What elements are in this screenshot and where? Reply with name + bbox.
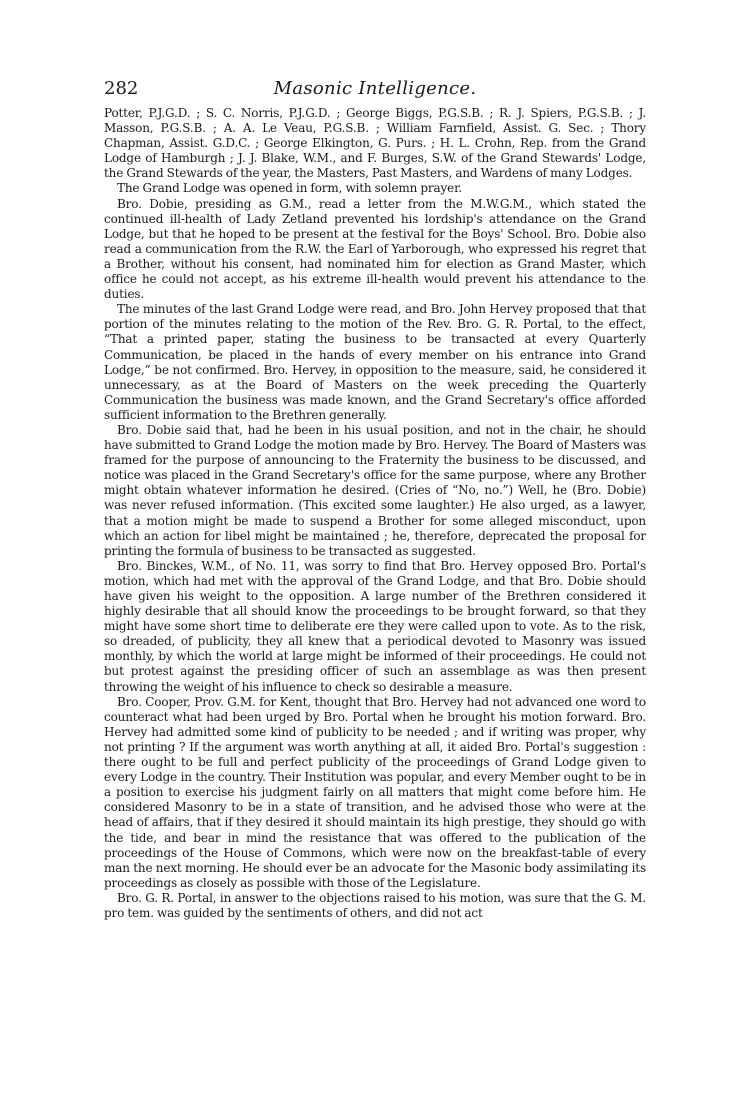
paragraph: The minutes of the last Grand Lodge were read, and Bro. John Hervey proposed that that portion of the minutes relating to the motion of the Rev. Bro. G. R. Portal, to the effect, “That a printed paper, stating the business to be transacted at every Quarterly Communication, be placed in the hands of every member on his entrance into Grand Lodge,” be not confirmed. Bro. Hervey, in opposition to the measure, said, he considered it unnecessary, as at the Board of Masters on the week preceding the Quarterly Communication the business was made known, and the Grand Secretary's office afforded sufficient information to the Brethren generally.: [104, 302, 646, 422]
running-title: Masonic Intelligence.: [273, 78, 477, 99]
paragraph: The Grand Lodge was opened in form, with solemn prayer.: [117, 181, 463, 196]
paragraph: Potter, P.J.G.D. ; S. C. Norris, P.J.G.D. ; George Biggs, P.G.S.B. ; R. J. Spiers, P.G.S.B. ; J. Masson, P.G.S.B. ; A. A. Le Veau, P.G.S.B. ; William Farnfield, Assist. G. Sec. ; Thory Chapman, Assist. G.D.C. ; George Elkington, G. Purs. ; H. L. Crohn, Rep. from the Grand Lodge of Hamburgh ; J. J. Blake, W.M., and F. Burges, S.W. of the Grand Stewards' Lodge, the Grand Stewards of the year, the Masters, Past Masters, and Wardens of many Lodges.: [104, 106, 646, 181]
article-body: [104, 106, 646, 921]
page-header: [104, 78, 646, 104]
paragraph: Bro. Dobie said that, had he been in his usual position, and not in the chair, he should have submitted to Grand Lodge the motion made by Bro. Hervey. The Board of Masters was framed for the purpose of announcing to the Fraternity the business to be discussed, and notice was placed in the Grand Secretary's office for the same purpose, where any Brother might obtain whatever information he desired. (Cries of “No, no.”) Well, he (Bro. Dobie) was never refused information. (This excited some laughter.) He also urged, as a lawyer, that a motion might be made to suspend a Brother for some alleged misconduct, upon which an action for libel might be maintained ; he, therefore, deprecated the proposal for printing the formula of business to be transacted as suggested.: [104, 422, 646, 558]
paragraph: Bro. G. R. Portal, in answer to the objections raised to his motion, was sure that the G. M. pro tem. was guided by the sentiments of others, and did not act: [104, 890, 646, 920]
paragraph: Bro. Cooper, Prov. G.M. for Kent, thought that Bro. Hervey had not advanced one word to counteract what had been urged by Bro. Portal when he brought his motion forward. Bro. Hervey had admitted some kind of publicity to be needed ; and if writing was proper, why not printing ? If the argument was worth anything at all, it aided Bro. Portal's suggestion : there ought to be full and perfect publicity of the proceedings of Grand Lodge given to every Lodge in the country. Their Institution was popular, and every Member ought to be in a position to exercise his judgment fairly on all matters that might come before him. He considered Masonry to be in a state of transition, and he advised those who were at the head of affairs, that if they desired it should maintain its high prestige, they should go with the tide, and bear in mind the resistance that was offered to the publication of the proceedings of the House of Commons, which were now on the breakfast-table of every man the next morning. He should ever be an advocate for the Masonic body assimilating its proceedings as closely as possible with those of the Legislature.: [104, 694, 646, 890]
page-number: 282: [104, 78, 139, 99]
paragraph: Bro. Dobie, presiding as G.M., read a letter from the M.W.G.M., which stated the continued ill-health of Lady Zetland prevented his lordship's attendance on the Grand Lodge, but that he hoped to be present at the festival for the Boys' School. Bro. Dobie also read a communication from the R.W. the Earl of Yarborough, who expressed his regret that a Brother, without his consent, had nominated him for election as Grand Master, which office he could not accept, as his extreme ill-health would prevent his attendance to the duties.: [104, 196, 646, 302]
paragraph: Bro. Binckes, W.M., of No. 11, was sorry to find that Bro. Hervey opposed Bro. Portal's motion, which had met with the approval of the Grand Lodge, and that Bro. Dobie should have given his weight to the opposition. A large number of the Brethren considered it highly desirable that all should know the proceedings to be brought forward, so that they might have some short time to deliberate ere they were called upon to vote. As to the risk, so dreaded, of publicity, they all knew that a periodical devoted to Masonry was issued monthly, by which the world at large might be informed of their proceedings. He could not but protest against the presiding officer of such an assemblage as was then present throwing the weight of his influence to check so desirable a measure.: [104, 558, 646, 694]
